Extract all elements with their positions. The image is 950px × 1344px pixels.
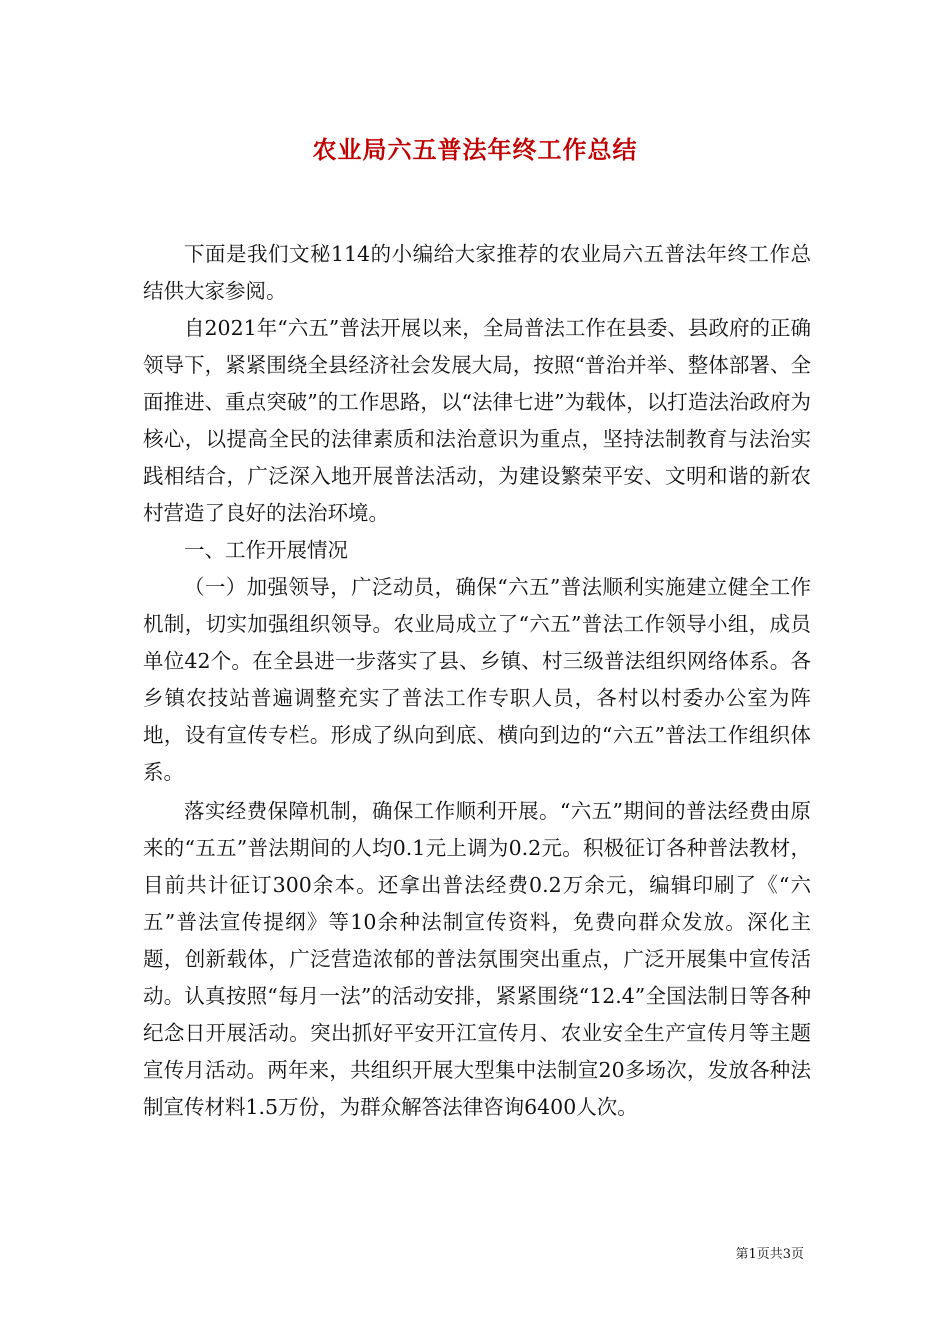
page-number: 第1页共3页 (735, 1247, 804, 1262)
document-title: 农业局六五普法年终工作总结 (312, 135, 638, 164)
paragraph-funding: 落实经费保障机制，确保工作顺利开展。“六五”期间的普法经费由原来的“五五”普法期间的人均0.1元上调为0.2元。积极征订各种普法教材，目前共计征订300余本。还拿出普法经费0.2万余元，编辑印刷了《“六五”普法宣传提纲》等10余种法制宣传资料，免费向群众发放。深化主题，创新载体，广泛营造浓郁的普法氛围突出重点，广泛开展集中宣传活动。认真按照“每月一法”的活动安排，紧紧围绕“12.4”全国法制日等各种纪念日开展活动。突出抓好平安开江宣传月、农业安全生产宣传月等主题宣传月活动。两年来，共组织开展大型集中法制宣20多场次，发放各种法制宣传材料1.5万份，为群众解答法律咨询6400人次。 (143, 799, 811, 1119)
paragraph-leadership: （一）加强领导，广泛动员，确保“六五”普法顺利实施建立健全工作机制，切实加强组织领导。农业局成立了“六五”普法工作领导小组，成员单位42个。在全县进一步落实了县、乡镇、村三级普法组织网络体系。各乡镇农技站普遍调整充实了普法工作专职人员，各村以村委办公室为阵地，设有宣传专栏。形成了纵向到底、横向到边的“六五”普法工作组织体系。 (143, 575, 811, 784)
paragraph-overview: 自2021年“六五”普法开展以来，全局普法工作在县委、县政府的正确领导下，紧紧围绕全县经济社会发展大局，按照“普治并举、整体部署、全面推进、重点突破”的工作思路，以“法律七进”为载体，以打造法治政府为核心，以提高全民的法律素质和法治意识为重点，坚持法制教育与法治实践相结合，广泛深入地开展普法活动，为建设繁荣平安、文明和谐的新农村营造了良好的法治环境。 (143, 316, 811, 525)
document-body (143, 236, 811, 1126)
paragraph-intro: 下面是我们文秘114的小编给大家推荐的农业局六五普法年终工作总结供大家参阅。 (143, 242, 811, 303)
section-heading: 一、工作开展情况 (184, 538, 348, 562)
